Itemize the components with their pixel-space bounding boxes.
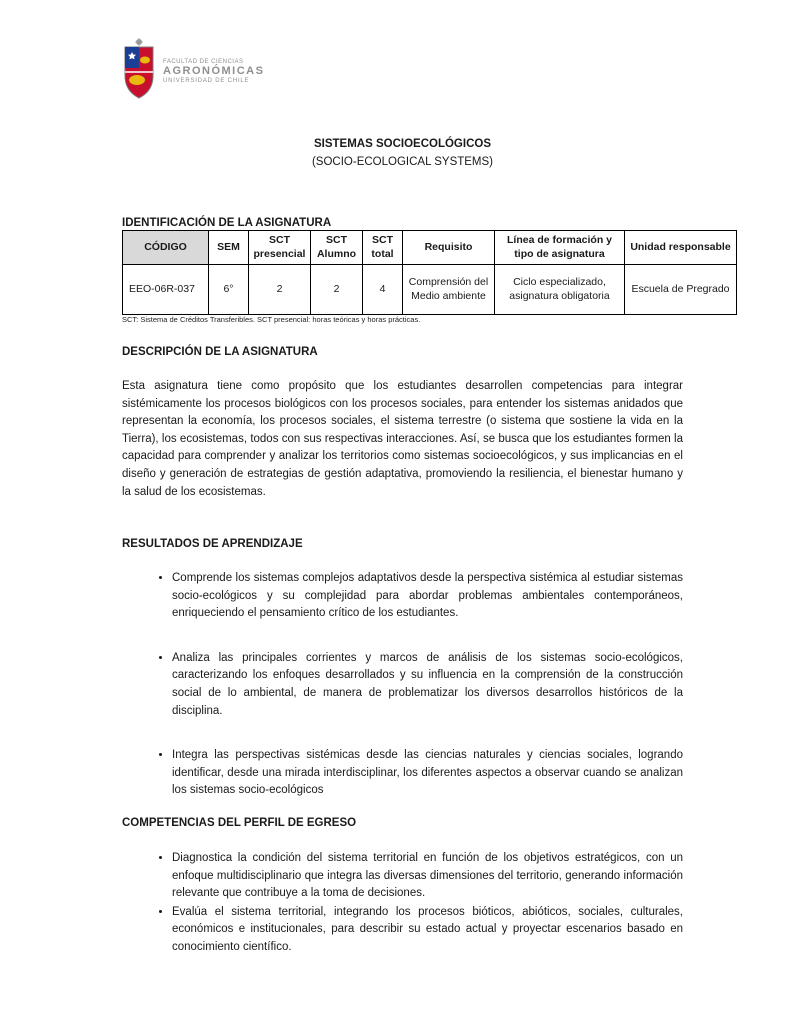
outcome-item: • Integra las perspectivas sistémicas desde las ciencias naturales y ciencias sociales, logrando identificar, desde una mirada interdisciplinar, los diferentes aspectos a observar cuando se analizan los sistemas socio-ecológicos (172, 747, 683, 800)
header-sct-alumno: SCT Alumno (311, 231, 363, 265)
header-sct-presencial: SCT presencial (249, 231, 311, 265)
description-body: Esta asignatura tiene como propósito que los estudiantes desarrollen competencias para integrar sistémicamente los procesos biológicos con los procesos sociales, para entender los sistemas anidados que representan la economía, los procesos sociales, el sistema terrestre (o sistema que sostiene la vida en la Tierra), los ecosistemas, todos con sus respectivas interacciones. Así, se busca que los estudiantes formen la capacidad para comprender y analizar los territorios como sistemas socioecológicos, y sus implicancias en el diseño y generación de estrategias de gestión adaptativa, promoviendo la resiliencia, el bienestar humano y la salud de los ecosistemas. (122, 380, 683, 498)
cell-unidad: Escuela de Pregrado (625, 265, 737, 315)
description-heading: DESCRIPCIÓN DE LA ASIGNATURA (122, 346, 318, 358)
competencies-list (122, 850, 683, 958)
table-header-row (123, 231, 737, 265)
identification-heading: IDENTIFICACIÓN DE LA ASIGNATURA (122, 217, 332, 229)
competency-item: • Evalúa el sistema territorial, integrando los procesos bióticos, abióticos, sociales, culturales, económicos e institucionales, para describir su estado actual y proyectar escenarios basado en conocimiento científico. (172, 904, 683, 957)
cell-sct-presencial: 2 (249, 265, 311, 315)
university-logo-text (163, 59, 264, 84)
cell-linea: Ciclo especializado, asignatura obligatoria (495, 265, 625, 315)
competency-item: • Diagnostica la condición del sistema territorial en función de los objetivos estratégicos, con un enfoque multidisciplinario que integra las diversas dimensiones del territorio, generando información relevante que contribuye a la toma de decisiones. (172, 850, 683, 903)
table-footnote: SCT: Sistema de Créditos Transferibles. SCT presencial: horas teóricas y horas prácticas. (122, 315, 421, 324)
outcome-item: • Analiza las principales corrientes y marcos de análisis de los sistemas socio-ecológicos, caracterizando los enfoques desarrollados y su influencia en la comprensión de la construcción social de lo ambiental, de manera de problematizar los diversos desarrollos históricos de la disciplina. (172, 650, 683, 720)
cell-requisito: Comprensión del Medio ambiente (403, 265, 495, 315)
identification-table (122, 230, 737, 315)
document-title: SISTEMAS SOCIOECOLÓGICOS (314, 138, 491, 150)
logo-university-line: UNIVERSIDAD DE CHILE (163, 77, 250, 84)
competencies-heading: COMPETENCIAS DEL PERFIL DE EGRESO (122, 817, 357, 829)
cell-sct-total: 4 (363, 265, 403, 315)
header-sct-total: SCT total (363, 231, 403, 265)
header-linea: Línea de formación y tipo de asignatura (495, 231, 625, 265)
header-requisito: Requisito (403, 231, 495, 265)
logo-school-line: AGRONÓMICAS (163, 65, 265, 78)
header-codigo: CÓDIGO (123, 231, 209, 265)
cell-sct-alumno: 2 (311, 265, 363, 315)
logo-faculty-line: FACULTAD DE CIENCIAS (163, 58, 244, 65)
university-logo (122, 38, 264, 105)
university-crest-icon (122, 38, 156, 105)
header-sem: SEM (209, 231, 249, 265)
cell-codigo: EEO-06R-037 (123, 265, 209, 315)
header-unidad: Unidad responsable (625, 231, 737, 265)
outcomes-list (122, 570, 683, 800)
table-data-row (123, 265, 737, 315)
outcome-item: • Comprende los sistemas complejos adaptativos desde la perspectiva sistémica al estudiar sistemas socio-ecológicos y su complejidad para abordar problemas ambientales contemporáneos, enriqueciendo el pensamiento crítico de los estudiantes. (172, 570, 683, 623)
outcomes-heading: RESULTADOS DE APRENDIZAJE (122, 538, 303, 550)
document-subtitle: (SOCIO-ECOLOGICAL SYSTEMS) (311, 156, 494, 168)
cell-sem: 6° (209, 265, 249, 315)
